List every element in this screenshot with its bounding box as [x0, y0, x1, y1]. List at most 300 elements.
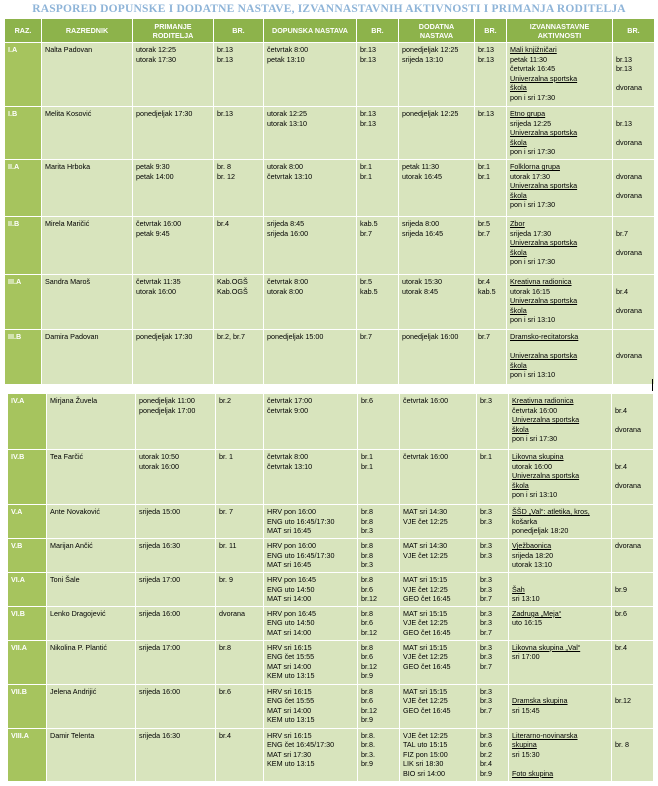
extra-class-line: srijeda 16:45: [402, 228, 444, 238]
room-line: dvorana: [616, 83, 642, 93]
parent-meeting-line: petak 14:00: [136, 171, 174, 181]
activity-line: [512, 662, 608, 672]
room-line: br.8: [361, 608, 373, 618]
teacher-name: Marijan Ančić: [47, 539, 136, 573]
room: [214, 43, 264, 107]
room-line: br.3: [480, 584, 492, 594]
activity: [509, 394, 612, 450]
activity: [507, 330, 613, 385]
activity: [509, 728, 612, 781]
parent-meeting-line: utorak 17:30: [136, 54, 176, 64]
room: [357, 330, 399, 385]
room-line: br.8: [361, 686, 373, 696]
remedial-class-line: KEM uto 13:15: [267, 671, 315, 681]
teacher-name: Tea Farčić: [47, 450, 136, 505]
room-line: br.7: [616, 228, 628, 238]
room-line: br. 1: [219, 452, 233, 461]
room: [612, 640, 654, 684]
activity-line: sri 15:30: [512, 749, 540, 759]
remedial-class-line: HRV sri 16:15: [267, 642, 312, 652]
room-line: br.4: [616, 286, 628, 296]
table-row: [8, 640, 654, 684]
activity-line: Univerzalna sportska: [510, 181, 578, 191]
class-label: IV.B: [8, 450, 47, 505]
extra-class: [399, 275, 475, 330]
remedial-class-line: četvrtak 13:10: [267, 461, 313, 471]
extra-class: [399, 43, 475, 107]
room-line: br.13: [616, 54, 632, 64]
room-line: br.9: [615, 584, 627, 594]
room-line: [616, 162, 651, 172]
room: [477, 573, 509, 607]
activity-line: četvrtak 16:45: [510, 64, 556, 74]
remedial-class-line: KEM uto 13:15: [267, 759, 315, 769]
room: [358, 539, 400, 573]
activity-line: Univerzalna sportska: [510, 128, 578, 138]
room-line: br.13: [360, 118, 376, 128]
room-line: br.8.: [361, 740, 375, 750]
remedial-class: [264, 728, 358, 781]
header-primanje: PRIMANJE RODITELJA: [133, 19, 214, 43]
room: [475, 275, 507, 330]
room-line: br.9: [361, 759, 373, 769]
parent-meeting-line: srijeda 16:30: [139, 541, 181, 550]
room-line: br.3: [480, 516, 492, 526]
remedial-class-line: HRV pon 16:45: [267, 575, 317, 584]
extra-class-line: srijeda 8:00: [402, 219, 440, 228]
room-line: [615, 750, 650, 760]
remedial-class-line: utorak 12:25: [267, 109, 307, 118]
activity: [507, 43, 613, 107]
header-br: BR.: [357, 19, 399, 43]
room-line: [615, 652, 650, 662]
teacher-name: Nikolina P. Plantić: [47, 640, 136, 684]
header-br: BR.: [613, 19, 655, 43]
room: [214, 330, 264, 385]
activity-line: Likovna skupina: [512, 452, 564, 461]
room: [475, 160, 507, 217]
parent-meeting: [136, 606, 216, 640]
room-line: br.4: [480, 759, 492, 769]
room-line: [615, 551, 650, 561]
text-cursor: [652, 379, 653, 391]
room-line: [616, 45, 651, 55]
room-line: dvorana: [616, 305, 642, 315]
room-line: br.13: [217, 45, 233, 54]
room-line: br. 11: [219, 541, 237, 550]
room: [612, 539, 654, 573]
room-line: br.6: [361, 696, 373, 706]
activity-line: Zadruga „Meja“: [512, 608, 562, 618]
activity-line: Likovna skupina „Val“: [512, 642, 581, 652]
remedial-class-line: četvrtak 9:00: [267, 405, 309, 415]
activity-line: Univerzalna sportska: [512, 471, 580, 481]
room: [358, 394, 400, 450]
remedial-class-line: utorak 13:10: [267, 118, 307, 128]
room: [216, 450, 264, 505]
schedule-table-lower: [7, 393, 654, 782]
class-label: I.A: [5, 43, 42, 107]
extra-class-line: TAL uto 15:15: [403, 740, 448, 750]
extra-class-line: LIK sri 18:30: [403, 759, 444, 769]
activity-line: košarka: [512, 516, 538, 526]
activity-line: Mali knjižničari: [510, 45, 557, 54]
room-line: dvorana: [616, 171, 642, 181]
room-line: br.3: [480, 575, 492, 584]
teacher-name: Melita Kosović: [42, 107, 133, 160]
remedial-class-line: HRV pon 16:45: [267, 608, 317, 618]
room: [475, 107, 507, 160]
teacher-name: Jelena Andrijić: [47, 684, 136, 728]
activity: [507, 107, 613, 160]
extra-class-line: GEO čet 16:45: [403, 661, 451, 671]
parent-meeting-line: srijeda 16:00: [139, 608, 181, 618]
parent-meeting-line: ponedjeljak 11:00: [139, 396, 195, 405]
activity-line: [512, 671, 608, 681]
room-line: dvorana: [616, 190, 642, 200]
remedial-class-line: HRV pon 16:00: [267, 507, 317, 516]
room-line: br.7: [360, 332, 372, 341]
room-line: dvorana: [615, 480, 641, 490]
remedial-class: [264, 394, 358, 450]
room: [477, 539, 509, 573]
room-line: br. 8: [615, 740, 629, 750]
room-line: br.6: [219, 686, 231, 696]
parent-meeting: [133, 217, 214, 275]
activity: [509, 539, 612, 573]
room-line: br.1: [361, 452, 373, 461]
teacher-name: Toni Šale: [47, 573, 136, 607]
activity-line: utorak 16:00: [512, 461, 552, 471]
activity-line: pon i sri 13:10: [510, 315, 556, 325]
room: [612, 606, 654, 640]
activity-line: [512, 628, 608, 638]
remedial-class-line: HRV sri 16:15: [267, 730, 312, 740]
activity-line: Dramska skupina: [512, 696, 568, 706]
activity-line: [512, 715, 608, 725]
teacher-name: Mirjana Žuvela: [47, 394, 136, 450]
room-line: Kab.OGŠ: [217, 277, 248, 286]
room-line: br. 9: [219, 575, 233, 584]
parent-meeting-line: ponedjeljak 17:00: [139, 405, 196, 415]
activity-line: Zbor: [510, 219, 525, 228]
extra-class: [399, 217, 475, 275]
room-line: br.3: [480, 730, 492, 740]
remedial-class: [264, 275, 357, 330]
parent-meeting-line: srijeda 15:00: [139, 507, 181, 516]
class-label: VI.A: [8, 573, 47, 607]
activity: [509, 606, 612, 640]
extra-class: [399, 107, 475, 160]
room-line: [615, 471, 650, 481]
parent-meeting: [136, 573, 216, 607]
remedial-class: [264, 640, 358, 684]
remedial-class-line: utorak 8:00: [267, 162, 303, 171]
activity-line: pon i sri 13:10: [512, 490, 558, 500]
extra-class-line: FIZ pon 15:00: [403, 749, 448, 759]
room-line: br.3: [480, 618, 492, 628]
header-raz: RAZ.: [5, 19, 42, 43]
extra-class-line: MAT sri 15:15: [403, 642, 448, 652]
room-line: [615, 526, 650, 536]
parent-meeting-line: ponedjeljak 17:30: [136, 109, 193, 118]
room: [612, 450, 654, 505]
room-line: br.5: [360, 277, 372, 286]
room-line: br.7: [480, 705, 492, 715]
extra-class-line: petak 11:30: [402, 162, 440, 171]
room-line: [616, 361, 651, 371]
extra-class-line: utorak 16:45: [402, 171, 442, 181]
parent-meeting-line: utorak 10:50: [139, 452, 179, 461]
room-line: [616, 181, 651, 191]
extra-class-line: MAT sri 15:15: [403, 686, 448, 696]
extra-class-line: četvrtak 16:00: [403, 452, 449, 461]
room: [214, 160, 264, 217]
remedial-class-line: četvrtak 8:00: [267, 277, 309, 286]
room-line: br.8: [361, 516, 373, 526]
room-line: [616, 257, 651, 267]
remedial-class-line: srijeda 16:00: [267, 228, 309, 238]
activity-line: škola: [510, 305, 527, 315]
activity-line: utorak 16:15: [510, 286, 550, 296]
remedial-class: [264, 107, 357, 160]
class-label: II.B: [5, 217, 42, 275]
activity-line: srijeda 12:25: [510, 118, 552, 128]
activity-line: škola: [512, 424, 529, 434]
schedule-table-upper: [4, 18, 655, 385]
room: [612, 728, 654, 781]
extra-class: [400, 539, 477, 573]
remedial-class-line: ponedjeljak 15:00: [267, 332, 324, 341]
room-line: br.13: [478, 54, 494, 64]
remedial-class: [264, 160, 357, 217]
room-line: [616, 238, 651, 248]
room-line: br.12: [361, 661, 377, 671]
parent-meeting-line: utorak 16:00: [139, 461, 179, 471]
room-line: [615, 415, 650, 425]
room-line: [615, 731, 650, 741]
room-line: br.4: [615, 642, 627, 652]
activity-line: Univerzalna sportska: [512, 415, 580, 425]
remedial-class-line: HRV pon 16:00: [267, 541, 317, 550]
room-line: br.1: [360, 162, 372, 171]
room-line: br.13: [360, 54, 376, 64]
remedial-class-line: MAT sri 14:00: [267, 627, 312, 637]
activity-line: Univerzalna sportska: [510, 238, 578, 248]
activity-line: pon i sri 17:30: [512, 434, 558, 444]
extra-class-line: VJE čet 12:25: [403, 652, 448, 662]
room-line: [615, 490, 650, 500]
remedial-class: [264, 505, 358, 539]
remedial-class-line: četvrtak 8:00: [267, 45, 309, 54]
remedial-class-line: KEM uto 13:15: [267, 715, 315, 725]
room: [358, 640, 400, 684]
activity: [507, 217, 613, 275]
room-line: br.7: [480, 594, 492, 604]
room-line: br.8: [361, 575, 373, 584]
remedial-class-line: srijeda 8:45: [267, 219, 305, 228]
room-line: dvorana: [616, 351, 642, 361]
room-line: br.13: [616, 64, 632, 74]
room-line: br.7: [360, 228, 372, 238]
room-line: [615, 662, 650, 672]
parent-meeting: [136, 505, 216, 539]
activity-line: ŠŠD „Val“: atletika, kros,: [512, 507, 590, 516]
parent-meeting: [136, 539, 216, 573]
room-line: br.1: [478, 171, 490, 181]
room: [613, 275, 655, 330]
activity-line: Univerzalna sportska: [510, 296, 578, 306]
room-line: dvorana: [219, 608, 245, 618]
room-line: br.4: [219, 730, 231, 740]
room-line: br.3: [361, 560, 373, 570]
activity-line: utorak 13:10: [512, 560, 552, 570]
extra-class-line: utorak 15:30: [402, 277, 442, 286]
room: [475, 330, 507, 385]
teacher-name: Mirela Maričić: [42, 217, 133, 275]
activity-line: [512, 759, 608, 769]
remedial-class: [264, 330, 357, 385]
room-line: br.3: [480, 507, 492, 516]
room-line: br. 8: [217, 162, 231, 171]
room-line: kab.5: [360, 219, 378, 228]
room: [214, 275, 264, 330]
remedial-class-line: MAT sri 17:30: [267, 749, 312, 759]
room-line: br.2: [480, 749, 492, 759]
class-label: V.B: [8, 539, 47, 573]
room-line: br. 7: [219, 507, 233, 516]
parent-meeting-line: utorak 16:00: [136, 286, 176, 296]
room-line: br.3: [480, 686, 492, 696]
room: [358, 684, 400, 728]
parent-meeting: [136, 450, 216, 505]
room-line: br.6: [361, 396, 373, 405]
activity-line: Vježbaonica: [512, 541, 552, 550]
room: [612, 394, 654, 450]
activity-line: skupina: [512, 740, 537, 750]
parent-meeting-line: srijeda 16:30: [139, 730, 181, 740]
room: [214, 217, 264, 275]
room: [358, 505, 400, 539]
remedial-class: [264, 684, 358, 728]
room-line: br.13: [616, 118, 632, 128]
remedial-class-line: MAT sri 16:45: [267, 560, 312, 570]
room-line: [616, 342, 651, 352]
activity-line: škola: [510, 190, 527, 200]
room: [216, 728, 264, 781]
room-line: br.6: [480, 740, 492, 750]
header-razrednik: RAZREDNIK: [42, 19, 133, 43]
room-line: [615, 560, 650, 570]
remedial-class-line: ENG čet 15:55: [267, 696, 315, 706]
activity-line: petak 11:30: [510, 54, 548, 64]
extra-class: [400, 450, 477, 505]
activity-line: srijeda 18:20: [512, 550, 554, 560]
remedial-class-line: ENG uto 14:50: [267, 584, 315, 594]
room-line: Kab.OGŠ: [217, 286, 248, 296]
room-line: br.1: [478, 162, 490, 171]
room-line: br.7: [478, 228, 490, 238]
table-row: [8, 450, 654, 505]
room: [613, 43, 655, 107]
room-line: [615, 434, 650, 444]
extra-class: [399, 330, 475, 385]
room-line: br.3: [480, 608, 492, 618]
parent-meeting-line: četvrtak 16:00: [136, 219, 182, 228]
room: [216, 573, 264, 607]
remedial-class-line: ENG uto 16:45/17:30: [267, 550, 335, 560]
remedial-class: [264, 450, 358, 505]
extra-class: [399, 160, 475, 217]
header-dodatna: DODATNA NASTAVA: [399, 19, 475, 43]
room-line: br.12: [361, 705, 377, 715]
parent-meeting: [133, 275, 214, 330]
room: [214, 107, 264, 160]
table-row: [8, 573, 654, 607]
activity-line: škola: [510, 247, 527, 257]
remedial-class-line: ENG čet 15:55: [267, 652, 315, 662]
room-line: [615, 618, 650, 628]
activity-line: Kreativna radionica: [510, 277, 572, 286]
room-line: br.13: [217, 109, 233, 118]
extra-class-line: MAT sri 15:15: [403, 575, 448, 584]
teacher-name: Nalta Padovan: [42, 43, 133, 107]
extra-class: [400, 573, 477, 607]
teacher-name: Ante Novaković: [47, 505, 136, 539]
room-line: br.9: [361, 715, 373, 725]
extra-class-line: MAT sri 15:15: [403, 608, 448, 618]
remedial-class-line: petak 13:10: [267, 54, 305, 64]
extra-class-line: VJE čet 12:25: [403, 584, 448, 594]
class-label: VII.B: [8, 684, 47, 728]
page-title: RASPORED DOPUNSKE I DODATNE NASTAVE, IZVANNASTAVNIH AKTIVNOSTI I PRIMANJA RODITELJA: [32, 3, 626, 15]
table-row: [5, 330, 655, 385]
room-line: [615, 706, 650, 716]
parent-meeting: [136, 684, 216, 728]
table-row: [5, 107, 655, 160]
activity-line: uto 16:15: [512, 618, 542, 628]
activity-line: srijeda 17:30: [510, 228, 552, 238]
room-line: [615, 715, 650, 725]
room: [477, 728, 509, 781]
room-line: [616, 332, 651, 342]
remedial-class-line: četvrtak 8:00: [267, 452, 309, 461]
room-line: kab.5: [360, 286, 378, 296]
room-line: br.4: [615, 461, 627, 471]
activity: [509, 640, 612, 684]
room-line: br.13: [360, 109, 376, 118]
room: [357, 217, 399, 275]
room-line: br.4: [478, 277, 490, 286]
room-line: [615, 687, 650, 697]
table-row: [8, 684, 654, 728]
extra-class: [400, 640, 477, 684]
room-line: br.5: [478, 219, 490, 228]
activity-line: škola: [512, 480, 529, 490]
parent-meeting-line: srijeda 16:00: [139, 686, 181, 696]
activity-line: sri 15:45: [512, 705, 540, 715]
class-label: III.A: [5, 275, 42, 330]
activity: [507, 160, 613, 217]
table-row: [5, 160, 655, 217]
extra-class: [400, 728, 477, 781]
room: [613, 160, 655, 217]
room-line: br.3: [480, 550, 492, 560]
extra-class: [400, 505, 477, 539]
remedial-class-line: HRV sri 16:15: [267, 686, 312, 696]
activity-line: [510, 342, 609, 352]
table-row: [8, 728, 654, 781]
